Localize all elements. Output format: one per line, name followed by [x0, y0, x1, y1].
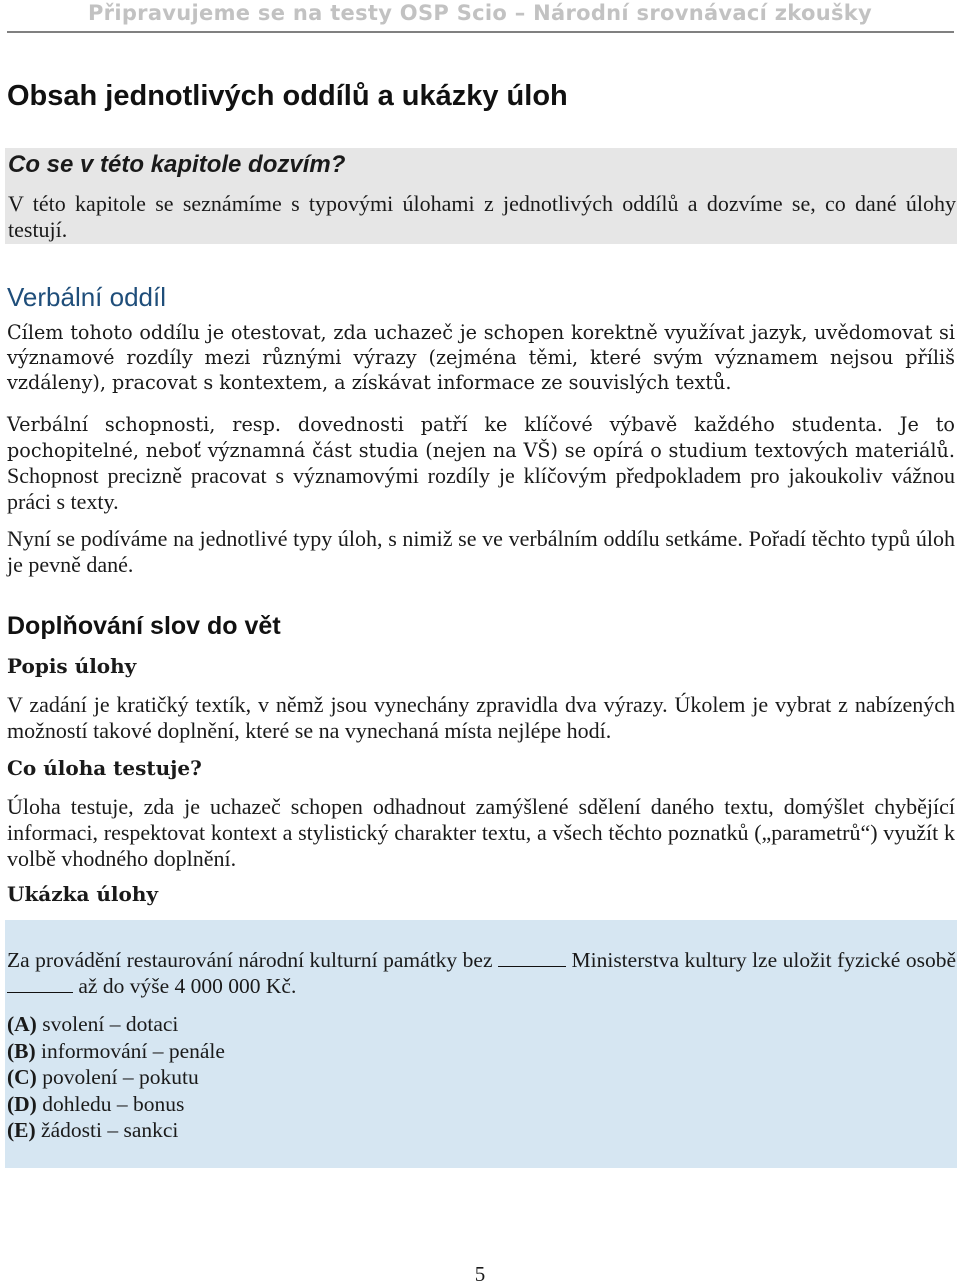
blank-1 [498, 948, 566, 967]
verbal-paragraph-2 [7, 412, 955, 515]
option-letter: (E) [7, 1118, 36, 1142]
task-description-label: Popis úlohy [7, 654, 137, 678]
verbal-paragraph-2a: Verbální schopnosti, resp. dovednosti patří ke klíčové výbavě každého studenta. Je to pochopitelné, neboť významná část studia (nejen na VŠ) se opírá o studium textových materiálů. [7, 413, 955, 462]
sample-text-part-3: až do výše 4 000 000 Kč. [78, 974, 297, 998]
option-letter: (C) [7, 1065, 37, 1089]
task-tests-label: Co úloha testuje? [7, 756, 202, 780]
option-letter: (B) [7, 1038, 36, 1063]
option-text: žádosti – sankci [41, 1118, 179, 1142]
sample-task-text [7, 947, 956, 999]
verbal-paragraph-3: Nyní se podíváme na jednotlivé typy úloh, s nimiž se ve verbálním oddílu setkáme. Pořadí těchto typů úloh je pevně dané. [7, 526, 955, 577]
option-letter: (A) [7, 1012, 37, 1036]
sample-task-box [5, 920, 957, 1168]
running-header: Připravujeme se na testy OSP Scio – Národní srovnávací zkoušky [87, 1, 872, 25]
page-number: 5 [474, 1262, 486, 1286]
fill-section-title: Doplňování slov do vět [7, 612, 281, 640]
intro-text: V této kapitole se seznámíme s typovými úlohami z jednotlivých oddílů a dozvíme se, co dané úlohy testují. [8, 191, 956, 242]
answer-option-b[interactable] [7, 1038, 607, 1065]
answer-option-e[interactable] [7, 1117, 607, 1144]
sample-label: Ukázka úlohy [7, 882, 159, 906]
verbal-paragraph-2b: Schopnost precizně pracovat s významovými rozdíly je klíčovým předpokladem pro jakoukoliv vážnou práci s texty. [7, 463, 955, 514]
option-text: dohledu – bonus [42, 1091, 185, 1116]
task-tests-text: Úloha testuje, zda je uchazeč schopen odhadnout zamýšlené sdělení daného textu, domýšlet chybějící informaci, respektovat kontext a stylistický charakter textu, a všech těchto poznatků („parametrů“) využít k volbě vhodného doplnění. [7, 794, 955, 871]
sample-text-part-1: Za provádění restaurování národní kulturní památky bez [7, 948, 493, 972]
verbal-paragraph-1: Cílem tohoto oddílu je otestovat, zda uchazeč je schopen korektně využívat jazyk, uvědomovat si významové rozdíly mezi různými výrazy (zejména těmi, které svým významem nejsou příliš vzdáleny), pracovat s kontextem, a získávat informace ze souvislých textů. [7, 321, 955, 394]
intro-box [5, 148, 957, 244]
option-letter: (D) [7, 1091, 37, 1116]
header-divider [7, 31, 954, 33]
answer-options [7, 1011, 607, 1144]
option-text: svolení – dotaci [42, 1012, 179, 1036]
task-description-text: V zadání je kratičký textík, v němž jsou vynechány zpravidla dva výrazy. Úkolem je vybrat z nabízených možností takové doplnění, které se na vynechaná místa nejlépe hodí. [7, 692, 955, 743]
option-text: informování – penále [41, 1038, 225, 1063]
answer-option-d[interactable] [7, 1091, 607, 1118]
blank-2 [7, 974, 73, 993]
sample-text-part-2: Ministerstva kultury lze uložit fyzické osobě [571, 948, 957, 972]
page-title: Obsah jednotlivých oddílů a ukázky úloh [7, 80, 568, 112]
answer-option-c[interactable] [7, 1064, 607, 1091]
intro-title: Co se v této kapitole dozvím? [8, 151, 346, 178]
option-text: povolení – pokutu [42, 1065, 199, 1089]
verbal-section-title: Verbální oddíl [7, 282, 167, 312]
answer-option-a[interactable] [7, 1011, 607, 1038]
